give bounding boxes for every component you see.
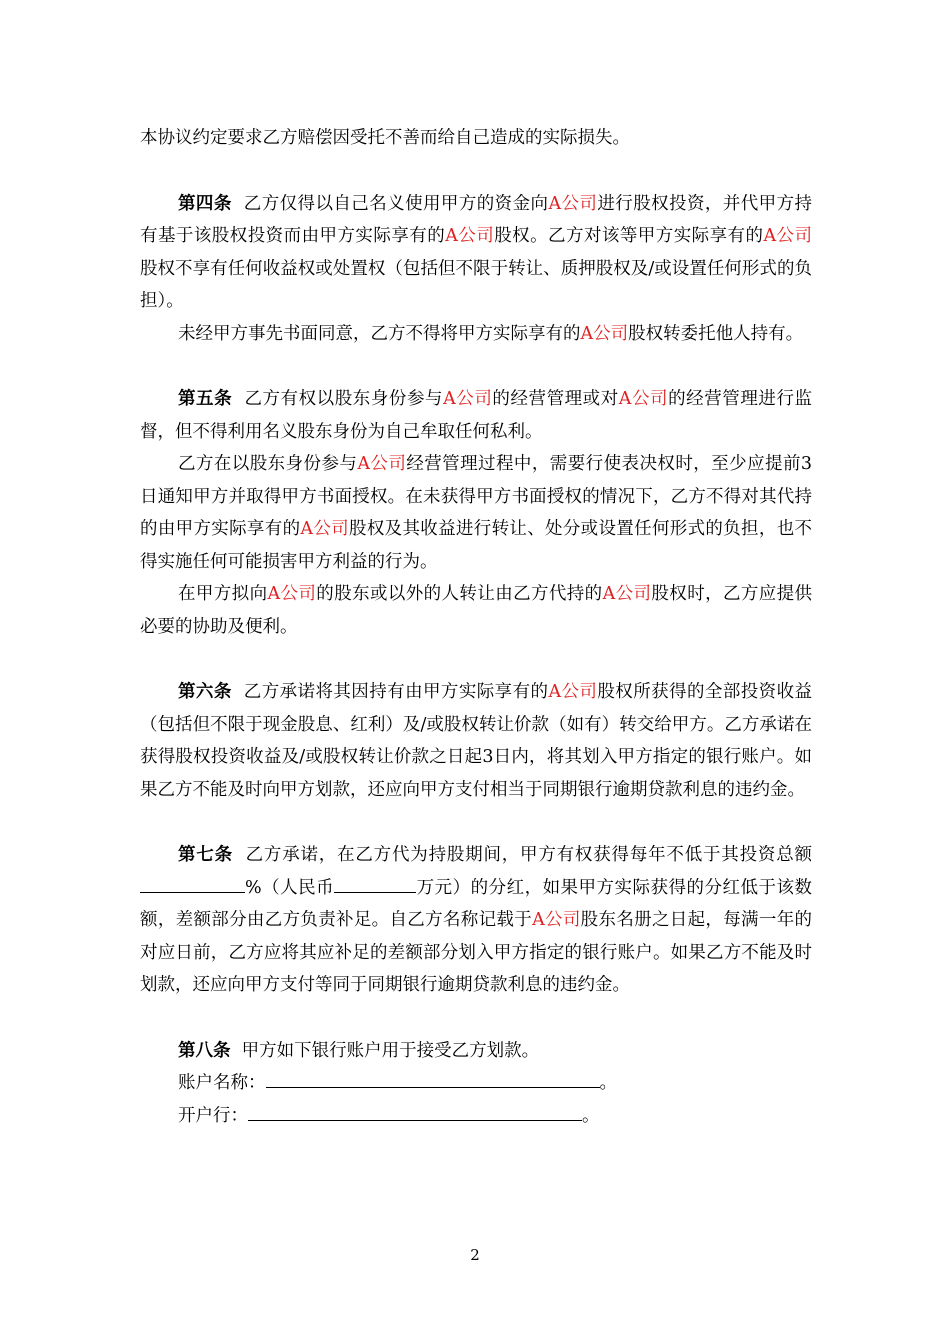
- article-5-title: 第五条: [178, 389, 233, 409]
- paragraph-continuation: 本协议约定要求乙方赔偿因受托不善而给自己造成的实际损失。: [140, 128, 630, 148]
- article-5-para-3: 在甲方拟向A公司的股东或以外的人转让由乙方代持的A公司股权时，乙方应提供必要的协助及便利。: [140, 584, 813, 637]
- percent-blank-field[interactable]: [140, 872, 245, 893]
- company-name: A公司: [532, 910, 581, 930]
- article-8-para-1: 第八条 甲方如下银行账户用于接受乙方划款。: [178, 1040, 540, 1061]
- company-name: A公司: [357, 454, 407, 474]
- article-5-para-1: 第五条 乙方有权以股东身份参与A公司的经营管理或对A公司的经营管理进行监督，但不得利用名义股东身份为自己牟取任何私利。: [140, 389, 813, 442]
- article-6-para-1: 第六条 乙方承诺将其因持有由甲方实际享有的A公司股权所获得的全部投资收益（包括但不限于现金股息、红利）及/或股权转让价款（如有）转交给甲方。乙方承诺在获得股权投资收益及/或股权转让价款之日起3日内，将其划入甲方指定的银行账户。如果乙方不能及时向甲方划款，还应向甲方支付相当于同期银行逾期贷款利息的违约金。: [140, 682, 813, 800]
- company-name: A公司: [548, 193, 598, 214]
- article-5-para-2: 乙方在以股东身份参与A公司经营管理过程中，需要行使表决权时，至少应提前3日通知甲方并取得甲方书面授权。在未获得甲方书面授权的情况下，乙方不得对其代持的由甲方实际享有的A公司股权及其收益进行转让、处分或设置任何形式的负担，也不得实施任何可能损害甲方利益的行为。: [140, 454, 813, 572]
- article-7-para-1: 第七条 乙方承诺，在乙方代为持股期间，甲方有权获得每年不低于其投资总额%（人民币 万元）的分红，如果甲方实际获得的分红低于该数额，差额部分由乙方负责补足。自乙方名称记载于A公司股东名册之日起，每满一年的对应日前，乙方应将其应补足的差额部分划入甲方指定的银行账户。如果乙方不能及时划款，还应向甲方支付等同于同期银行逾期贷款利息的违约金。: [140, 845, 813, 995]
- company-name: A公司: [580, 323, 629, 344]
- amount-blank-field[interactable]: [334, 872, 416, 893]
- company-name: A公司: [445, 226, 495, 246]
- article-4-para-1: 第四条 乙方仅得以自己名义使用甲方的资金向A公司进行股权投资，并代甲方持有基于该股权投资而由甲方实际享有的A公司股权。乙方对该等甲方实际享有的A公司股权不享有任何收益权或处置权（包括但不限于转让、质押股权及/或设置任何形式的负担）。: [140, 193, 813, 311]
- spacer: [140, 350, 812, 383]
- company-name: A公司: [618, 389, 669, 409]
- article-6-title: 第六条: [178, 682, 232, 702]
- article-4-para-2: 未经甲方事先书面同意，乙方不得将甲方实际享有的A公司股权转委托他人持有。: [178, 323, 804, 344]
- account-name-label: 账户名称：: [178, 1073, 266, 1093]
- company-name: A公司: [763, 226, 813, 246]
- article-4-title: 第四条: [178, 193, 232, 214]
- company-name: A公司: [267, 584, 317, 604]
- document-body: [140, 122, 812, 1132]
- article-7-title: 第七条: [178, 845, 233, 865]
- company-name: A公司: [548, 682, 598, 702]
- spacer: [140, 1002, 812, 1035]
- company-name: A公司: [443, 389, 493, 409]
- page-number: 2: [470, 1246, 480, 1264]
- company-name: A公司: [300, 519, 349, 539]
- spacer: [140, 806, 812, 839]
- bank-label: 开户行：: [178, 1105, 248, 1126]
- article-8-title: 第八条: [178, 1040, 231, 1061]
- spacer: [140, 643, 812, 676]
- account-name-blank-field[interactable]: [266, 1067, 600, 1088]
- spacer: [140, 155, 812, 188]
- bank-blank-field[interactable]: [248, 1100, 582, 1121]
- account-name-line: 账户名称： 。: [140, 1067, 812, 1100]
- company-name: A公司: [602, 584, 652, 604]
- bank-line: 开户行： 。: [140, 1100, 812, 1133]
